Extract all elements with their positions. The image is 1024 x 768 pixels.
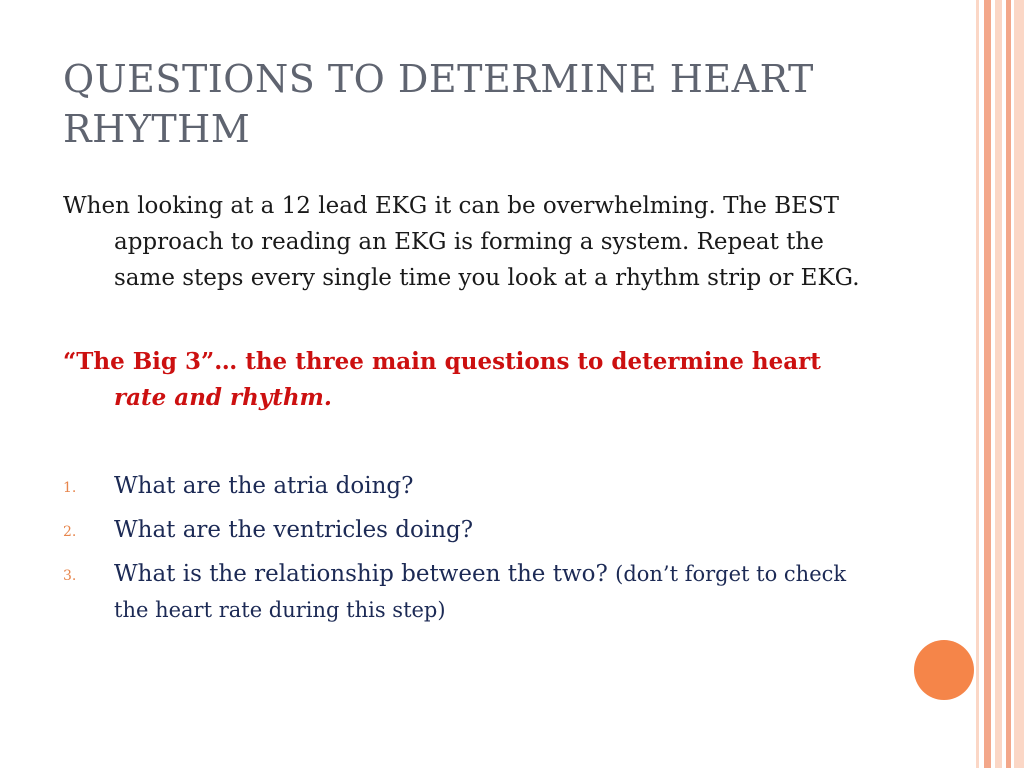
- stripe-2: [984, 0, 991, 768]
- list-item-number: 3.: [63, 568, 77, 584]
- slide-title: QUESTIONS TO DETERMINE HEART RHYTHM: [63, 57, 814, 151]
- list-item-number: 2.: [63, 524, 77, 540]
- big-three-heading: [63, 344, 875, 416]
- stripe-3: [995, 0, 1002, 768]
- slide-content: [63, 188, 875, 636]
- list-item: [63, 556, 875, 628]
- question-list: [63, 468, 875, 628]
- list-item: [63, 512, 875, 548]
- stripe-4: [1006, 0, 1011, 768]
- decorative-orb: [914, 640, 974, 700]
- list-item-number: 1.: [63, 480, 77, 496]
- big-three-emphasis: rate and rhythm.: [114, 384, 332, 411]
- list-item-note: (don’t forget to check the heart rate during this step): [114, 562, 847, 622]
- big-three-lead: “The Big 3”… the three main questions to determine heart: [63, 348, 821, 375]
- list-item: [63, 468, 875, 504]
- list-item-text: What are the atria doing?: [114, 473, 414, 499]
- list-item-text: What are the ventricles doing?: [114, 517, 474, 543]
- stripe-1: [976, 0, 979, 768]
- decorative-stripes: [976, 0, 1024, 768]
- list-item-text: What is the relationship between the two?: [114, 561, 616, 587]
- intro-paragraph: When looking at a 12 lead EKG it can be overwhelming. The BEST approach to reading an EKG is forming a system. Repeat the same steps every single time you look at a rhythm strip or EKG.: [63, 193, 860, 291]
- stripe-5: [1014, 0, 1024, 768]
